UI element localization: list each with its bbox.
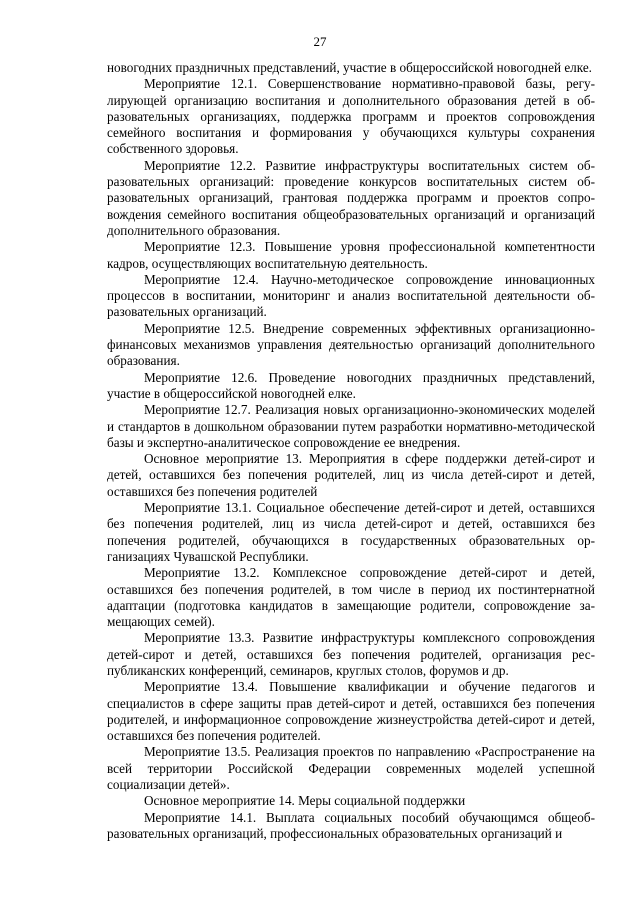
paragraph-measure-12-5: Мероприятие 12.5. Внедрение современных эффективных организационно-финансовых механизмов управления деятельностью организаций дополнительного образования. <box>107 320 595 369</box>
paragraph-measure-13-1: Мероприятие 13.1. Социальное обеспечение детей-сирот и детей, оставшихся без попечения родителей, лиц из числа детей-сирот и детей, оставшихся без попечения родителей, обучающихся в государственных образовательных организациях Чувашской Республики. <box>107 500 595 564</box>
paragraph-main-measure-14: Основное мероприятие 14. Меры социальной поддержки <box>144 793 466 809</box>
paragraph-measure-12-4: Мероприятие 12.4. Научно-методическое сопровождение инновационных процессов в воспитании, мониторинг и анализ воспитательной деятельности образовательных организаций. <box>107 271 595 320</box>
paragraph-measure-13-2: Мероприятие 13.2. Комплексное сопровождение детей-сирот и детей, оставшихся без попечения родителей, в том числе в период их постинтернатной адаптации (подготовка кандидатов в замещающие родители, сопровождение замещающих семей). <box>107 565 595 630</box>
paragraph-measure-13-5: Мероприятие 13.5. Реализация проектов по направлению «Распространение на всей территории Российской Федерации современных моделей успешной социализации детей». <box>107 744 595 793</box>
paragraph-measure-12-7: Мероприятие 12.7. Реализация новых организационно-экономических моделей и стандартов в дошкольном образовании путем разработки нормативно-методической базы и экспертно-аналитическое сопровождение ее внедрения. <box>107 402 595 450</box>
paragraph-main-measure-13: Основное мероприятие 13. Мероприятия в сфере поддержки детей-сирот и детей, оставшихся без попечения родителей, лиц из числа детей-сирот и детей, оставшихся без попечения родителей <box>107 451 595 499</box>
paragraph-measure-12-6: Мероприятие 12.6. Проведение новогодних праздничных представлений, участие в общероссийской новогодней елке. <box>107 369 595 401</box>
paragraph-measure-12-3: Мероприятие 12.3. Повышение уровня профессиональной компетентности кадров, осуществляющих воспитательную деятельность. <box>107 239 595 271</box>
paragraph-measure-14-1: Мероприятие 14.1. Выплата социальных пособий обучающимся общеобразовательных организаций, профессиональных образовательных организаций и <box>107 809 595 841</box>
document-body <box>107 60 595 842</box>
paragraph-measure-13-4: Мероприятие 13.4. Повышение квалификации и обучение педагогов и специалистов в сфере защиты прав детей-сирот и детей, оставшихся без попечения родителей, и информационное сопровождение жизнеустройства детей-сирот и детей, оставшихся без попечения родителей. <box>107 679 595 744</box>
page-number: 27 <box>313 34 327 49</box>
paragraph-measure-13-3: Мероприятие 13.3. Развитие инфраструктуры комплексного сопровождения детей-сирот и детей, оставшихся без попечения родителей, организация республиканских конференций, семинаров, круглых столов, форумов и др. <box>107 630 595 678</box>
paragraph-measure-12-2: Мероприятие 12.2. Развитие инфраструктуры воспитательных систем образовательных организаций: проведение конкурсов воспитательных систем образовательных организаций, грантовая поддержка программ и проектов сопровождения семейного воспитания общеобразовательных организаций и организаций дополнительного образования. <box>107 157 595 238</box>
paragraph-continuation: новогодних праздничных представлений, участие в общероссийской новогодней елке. <box>107 60 592 75</box>
paragraph-measure-12-1: Мероприятие 12.1. Совершенствование нормативно-правовой базы, регулирующей организацию воспитания и дополнительного образования детей в образовательных организациях, поддержка программ и проектов сопровождения семейного воспитания и формирования у обучающихся культуры сохранения собственного здоровья. <box>107 76 595 157</box>
